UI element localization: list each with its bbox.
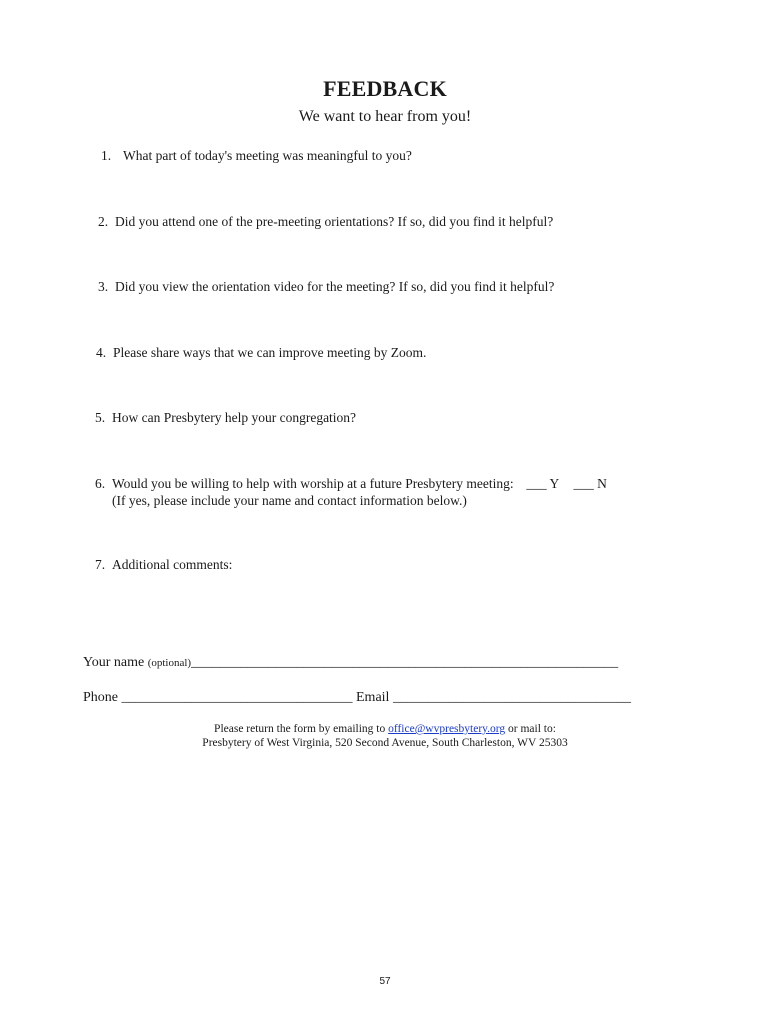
question-text: Did you attend one of the pre-meeting orientations? If so, did you find it helpful? [115, 214, 554, 229]
question-2 [98, 214, 553, 230]
question-text: Did you view the orientation video for the meeting? If so, did you find it helpful? [115, 279, 555, 294]
question-text: How can Presbytery help your congregation? [112, 410, 357, 425]
name-optional-hint: (optional) [147, 657, 192, 669]
question-5 [95, 410, 356, 426]
return-text-suffix: or mail to: [508, 723, 556, 735]
question-text: Additional comments: [112, 557, 233, 572]
page-number: 57 [379, 976, 391, 987]
question-6 [95, 476, 607, 492]
no-checkbox-blank[interactable]: ___ N [573, 476, 607, 491]
question-number: 1. [101, 148, 112, 163]
question-number: 2. [98, 214, 109, 229]
question-number: 4. [96, 345, 107, 360]
question-number: 5. [95, 410, 106, 425]
page-title: FEEDBACK [323, 76, 447, 101]
mailing-address: Presbytery of West Virginia, 520 Second Avenue, South Charleston, WV 25303 [202, 737, 568, 749]
question-text: Please share ways that we can improve meeting by Zoom. [113, 345, 427, 360]
question-number: 6. [95, 476, 106, 491]
question-6-note: (If yes, please include your name and contact information below.) [112, 493, 467, 508]
yes-checkbox-blank[interactable]: ___ Y [526, 476, 559, 491]
question-text: What part of today's meeting was meaningful to you? [123, 148, 412, 163]
question-4 [96, 345, 426, 361]
phone-fill-line[interactable]: _________________________________ [121, 690, 353, 705]
phone-label: Phone [83, 690, 118, 705]
return-instructions [0, 723, 770, 735]
page-subtitle: We want to hear from you! [298, 108, 472, 125]
email-fill-line[interactable]: __________________________________ [392, 690, 631, 705]
email-label: Email [356, 690, 390, 705]
question-number: 7. [95, 557, 106, 572]
question-7 [95, 557, 232, 573]
name-field[interactable] [83, 655, 618, 671]
name-label: Your name [83, 655, 145, 670]
question-3 [98, 279, 554, 295]
office-email-link[interactable]: office@wvpresbytery.org [388, 723, 506, 735]
contact-fields [83, 690, 631, 706]
question-1 [101, 148, 412, 164]
return-text: Please return the form by emailing to [214, 723, 386, 735]
question-text: Would you be willing to help with worship at a future Presbytery meeting: [112, 476, 514, 491]
name-fill-line[interactable]: _____________________________________________________________ [191, 655, 619, 670]
question-number: 3. [98, 279, 109, 294]
